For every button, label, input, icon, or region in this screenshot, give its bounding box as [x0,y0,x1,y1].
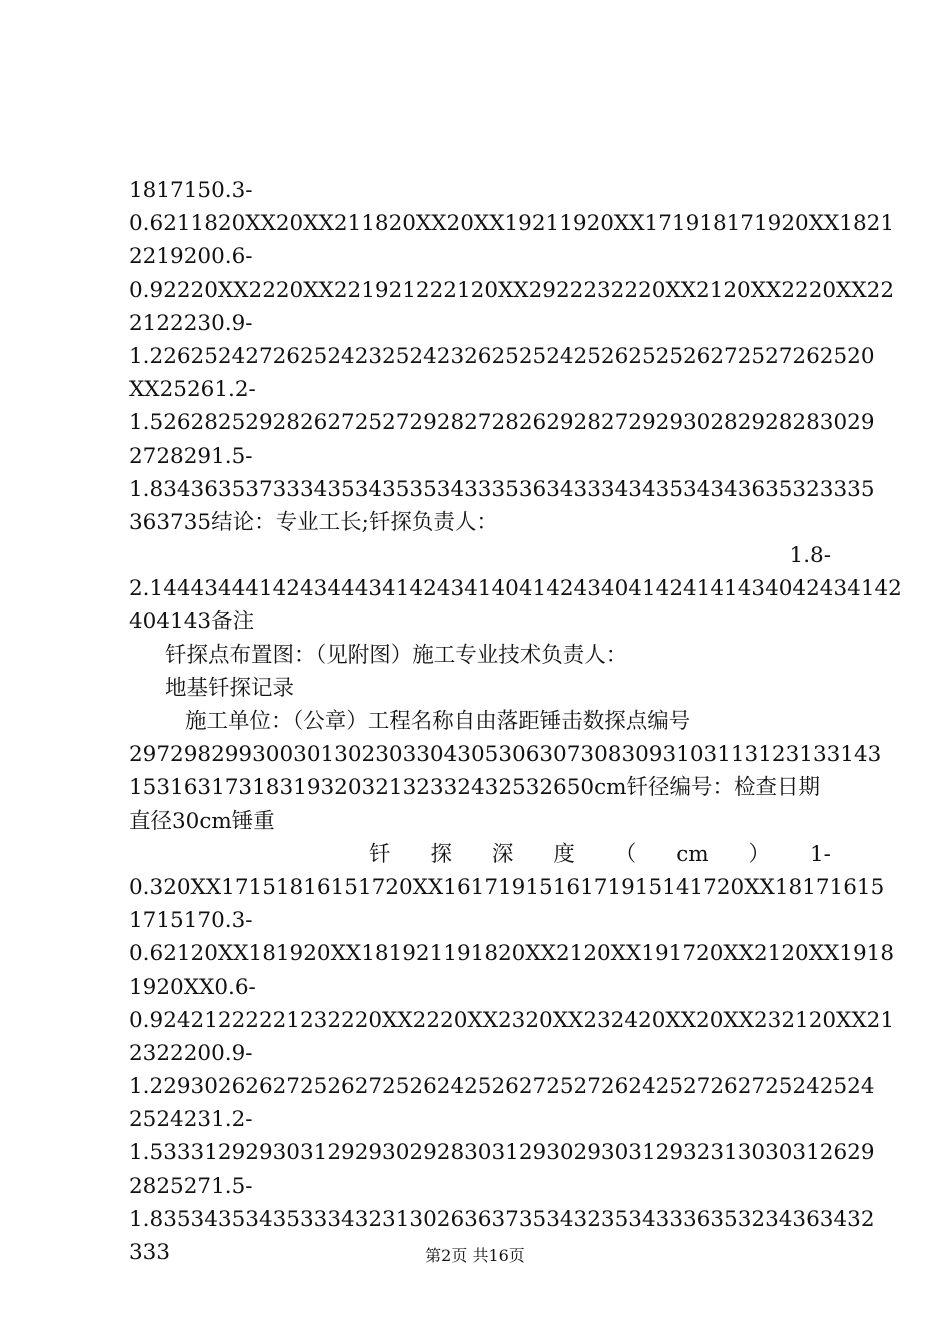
layout-diagram-line: 钎探点布置图：（见附图）施工专业技术负责人： [165,642,628,668]
text-line: 直径30cm锤重 [129,808,275,834]
depth-header-char: 钎 [369,841,391,867]
text-line: 1.52628252928262725272928272826292827292930282928283029 [129,410,875,436]
text-line: 1531631731831932032132332432532650cm钎径编号：检查日期 [129,775,821,801]
section-heading: 地基钎探记录 [165,675,295,701]
construction-unit-line: 施工单位：（公章）工程名称自由落距锤击数探点编号 [185,709,691,734]
text-line: 0.62120XX181920XX181921191820XX2120XX191720XX2120XX1918 [129,941,895,967]
depth-header-char: cm [676,841,709,867]
text-line: 1.53331292930312929302928303129302930312932313030312629 [129,1140,875,1166]
depth-header-char: 1- [809,841,831,867]
text-line: 2.1444344414243444341424341404142434041424141434042434142 [129,576,902,602]
text-line: 1.83436353733343534353534333536343334343534343635323335 [129,476,875,502]
text-line: 1715170.3- [129,908,253,934]
text-line: 2322200.9- [129,1040,253,1066]
text-line: 1.83534353435333432313026363735343235343336353234363432 [129,1206,875,1232]
depth-header-char: ） [748,841,771,867]
text-line: 1920XX0.6- [129,974,256,1000]
depth-header-line [129,838,831,871]
text-line: 1817150.3- [129,178,253,203]
text-line: 2524231.2- [129,1107,253,1133]
page-footer: 第2页 共16页 [425,1246,525,1265]
text-line: XX25261.2- [129,377,256,403]
text-line: 2728291.5- [129,443,253,469]
text-line: 0.6211820XX20XX211820XX20XX19211920XX171918171920XX1821 [129,211,895,237]
text-line: 1.22930262627252627252624252627252726242527262725242524 [129,1074,875,1100]
text-line: 2122230.9- [129,310,253,336]
text-line: 0.92220XX2220XX221921222120XX2922232220XX2120XX2220XX22 [129,277,895,303]
right-aligned-line: 1.8- [789,543,831,569]
depth-header-char: 度 [553,841,575,867]
text-line: 2219200.6- [129,244,253,270]
depth-header-char: 探 [430,841,452,867]
text-line: 333 [129,1240,171,1265]
depth-header-char: （ [614,841,637,867]
document-body [129,174,902,1269]
depth-header-char: 深 [491,841,514,867]
text-line: 1.22625242726252423252423262525242526252526272527262520 [129,343,875,369]
conclusion-line: 363735结论：专业工长;钎探负责人： [129,509,498,535]
text-line: 0.320XX17151816151720XX1617191516171915141720XX18171615 [129,874,885,900]
remarks-line: 404143备注 [129,609,255,635]
text-line: 2825271.5- [129,1173,253,1199]
text-line: 0.92421222221232220XX2220XX2320XX232420XX20XX232120XX21 [129,1007,895,1033]
text-line: 2972982993003013023033043053063073083093103113123133143 [129,742,882,768]
